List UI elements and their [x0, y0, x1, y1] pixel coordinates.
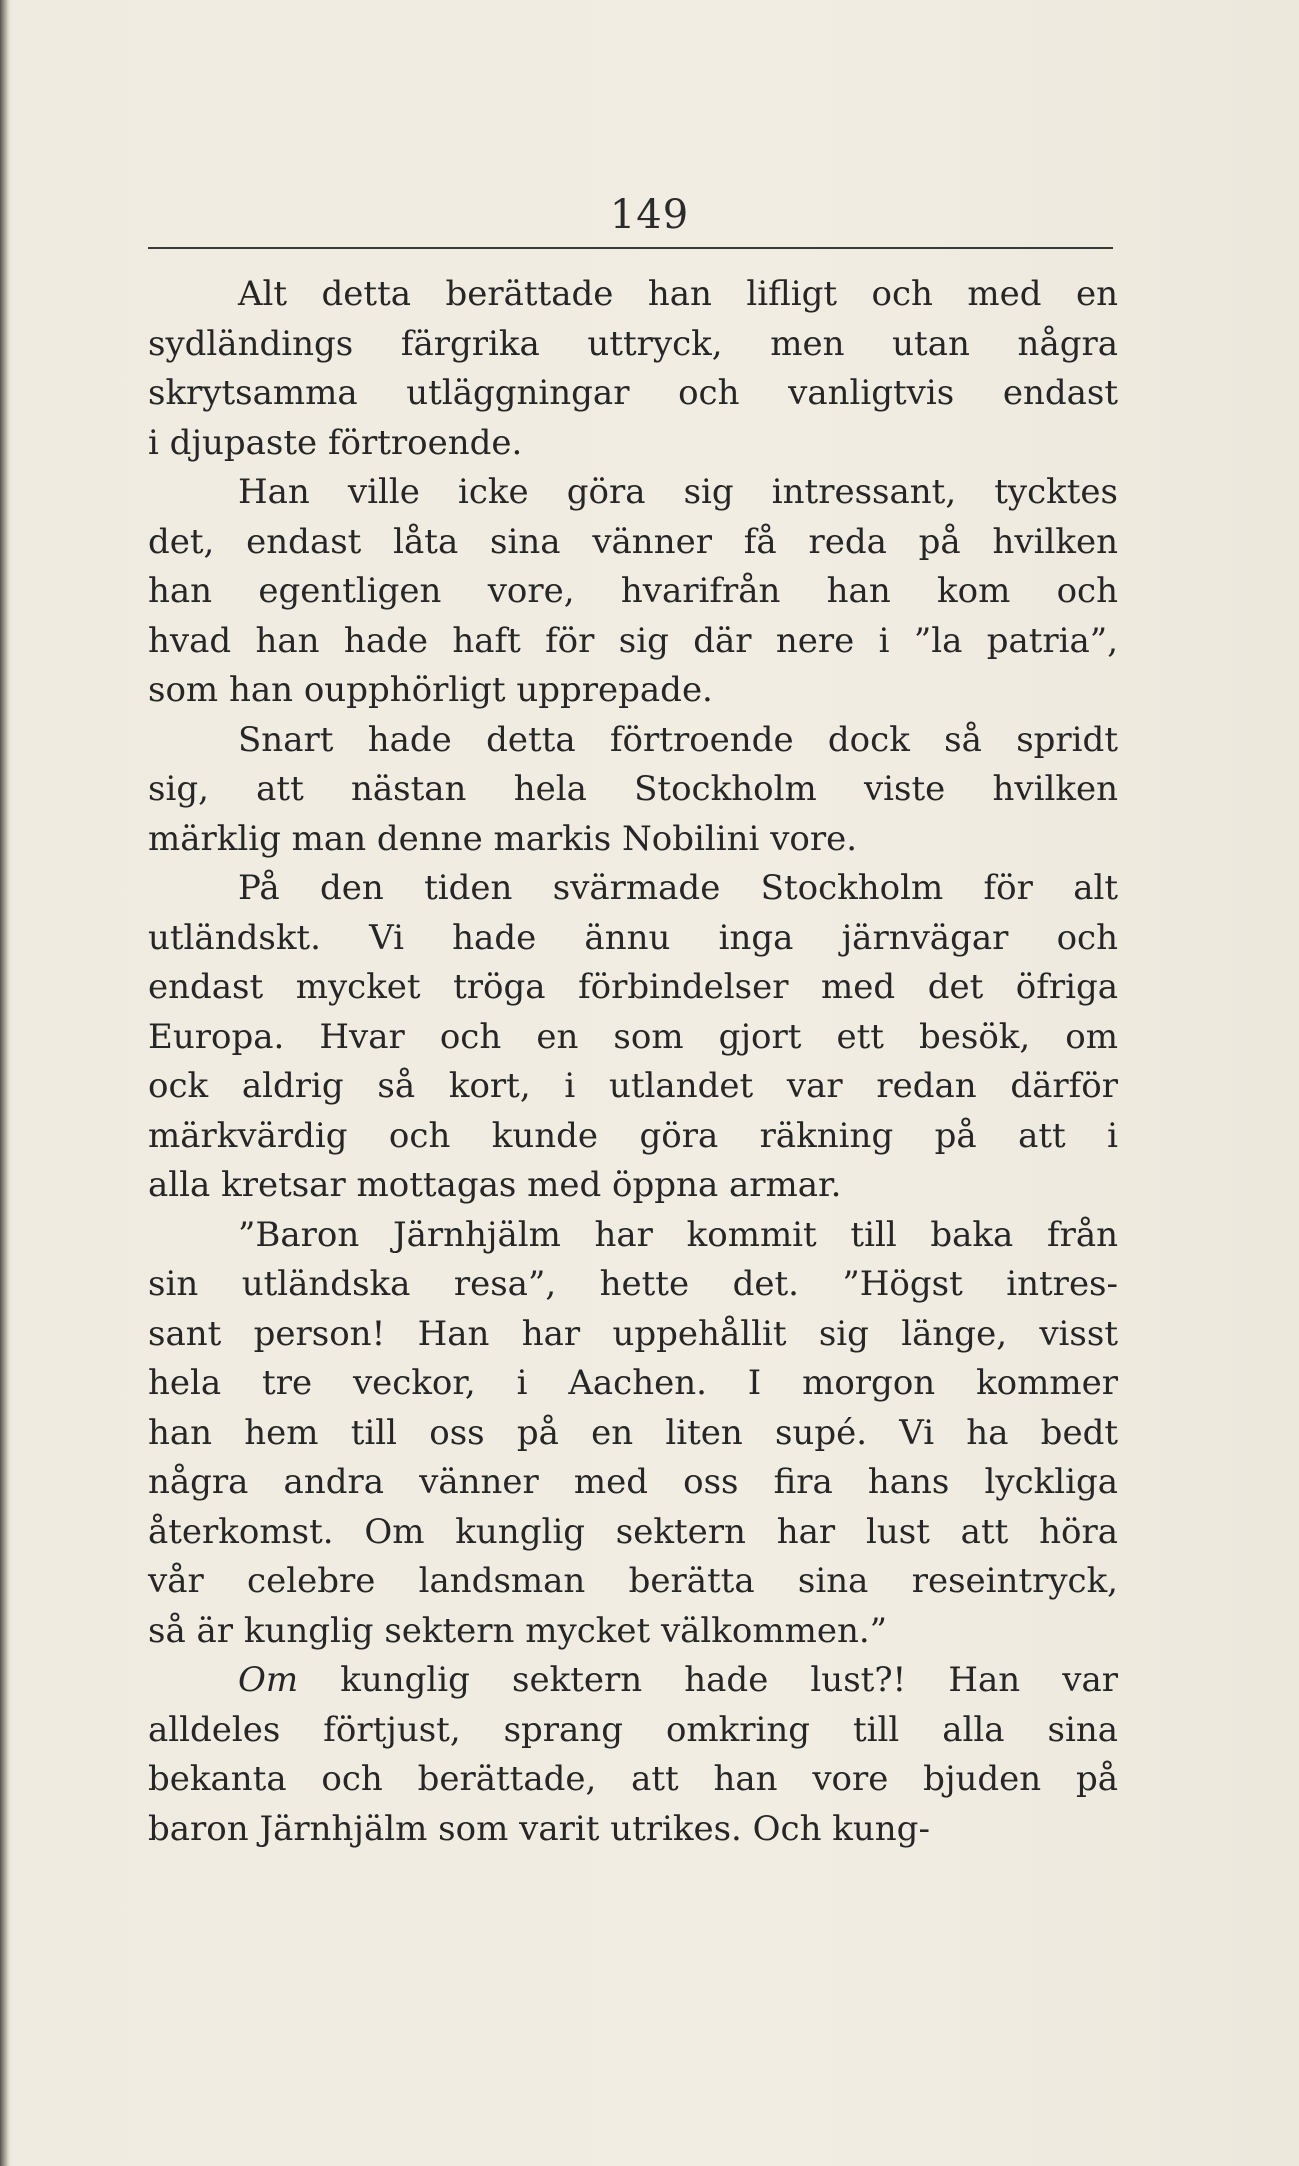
- text-line: [148, 1310, 1118, 1360]
- page-number: 149: [609, 192, 690, 238]
- text-line-content: utländskt. Vi hade ännu inga järnvägar och: [148, 917, 1118, 958]
- text-line-content: alla kretsar mottagas med öppna armar.: [148, 1165, 842, 1205]
- text-line: [148, 1656, 1118, 1706]
- text-line-content: baron Järnhjälm som varit utrikes. Och kung-: [148, 1808, 930, 1849]
- text-line-content: ”Baron Järnhjälm har kommit till baka från: [238, 1214, 1118, 1255]
- text-line-content: hela tre veckor, i Aachen. I morgon kommer: [148, 1363, 1118, 1403]
- text-line: [148, 1755, 1118, 1805]
- text-line: [148, 419, 1118, 469]
- text-line-content: sydländings färgrika uttryck, men utan några: [148, 323, 1118, 364]
- text-line: [148, 1805, 1118, 1855]
- text-line: [148, 567, 1118, 617]
- text-line-content: sin utländska resa”, hette det. ”Högst intres-: [148, 1264, 1118, 1304]
- text-line: [148, 864, 1118, 914]
- text-line: [148, 617, 1118, 667]
- text-line-content: hvad han hade haft för sig där nere i ”la patria”,: [148, 620, 1118, 661]
- text-line-content: så är kunglig sektern mycket välkommen.”: [148, 1610, 888, 1651]
- page-gutter-shadow: [0, 0, 10, 2166]
- text-line: [148, 1557, 1118, 1607]
- text-line-content: skrytsamma utläggningar och vanligtvis endast: [148, 373, 1118, 413]
- text-line: [148, 1706, 1118, 1756]
- text-line: [148, 1062, 1118, 1112]
- text-line: [148, 1161, 1118, 1211]
- body-text: [148, 270, 1118, 1854]
- text-line: [148, 1508, 1118, 1558]
- text-line-content: han egentligen vore, hvarifrån han kom och: [148, 571, 1118, 611]
- text-line: [148, 716, 1118, 766]
- text-line: [148, 1013, 1118, 1063]
- text-line-content: Alt detta berättade han lifligt och med en: [238, 274, 1118, 314]
- text-line: [148, 468, 1118, 518]
- text-line-content: han hem till oss på en liten supé. Vi ha bedt: [148, 1412, 1118, 1453]
- text-line: [148, 666, 1118, 716]
- text-line: [148, 1211, 1118, 1261]
- text-line: [148, 1260, 1118, 1310]
- text-line: [148, 765, 1118, 815]
- text-line: [148, 1607, 1118, 1657]
- text-line-content: sant person! Han har uppehållit sig länge, visst: [148, 1313, 1118, 1354]
- text-line-content: Snart hade detta förtroende dock så spridt: [238, 719, 1118, 760]
- text-line-content: återkomst. Om kunglig sektern har lust att höra: [148, 1511, 1118, 1552]
- text-line-content: några andra vänner med oss fira hans lyckliga: [148, 1462, 1118, 1502]
- text-line-content: Han ville icke göra sig intressant, tycktes: [238, 472, 1118, 512]
- text-line-content: det, endast låta sina vänner få reda på hvilken: [148, 521, 1118, 562]
- text-line-content: sig, att nästan hela Stockholm viste hvilken: [148, 769, 1118, 809]
- text-line-content: i djupaste förtroende.: [148, 422, 523, 463]
- text-line: [148, 815, 1118, 865]
- text-line-content: På den tiden svärmade Stockholm för alt: [238, 868, 1118, 908]
- text-line: [148, 369, 1118, 419]
- text-line-content: märklig man denne markis Nobilini vore.: [148, 818, 858, 859]
- text-line-content: ock aldrig så kort, i utlandet var redan därför: [148, 1066, 1118, 1106]
- text-line-content: kunglig sektern hade lust?! Han var: [298, 1660, 1118, 1700]
- text-line: [148, 1112, 1118, 1162]
- text-line-content: Europa. Hvar och en som gjort ett besök, om: [148, 1016, 1118, 1057]
- text-line-content: märkvärdig och kunde göra räkning på att i: [148, 1115, 1118, 1156]
- text-line-content: som han oupphörligt upprepade.: [148, 670, 713, 710]
- italic-word: Om: [238, 1660, 299, 1700]
- text-line: [148, 1409, 1118, 1459]
- text-line: [148, 1359, 1118, 1409]
- text-line: [148, 1458, 1118, 1508]
- text-line-content: alldeles förtjust, sprang omkring till alla sina: [148, 1709, 1118, 1750]
- header-rule: [148, 247, 1113, 249]
- text-line: [148, 270, 1118, 320]
- text-line: [148, 320, 1118, 370]
- text-line: [148, 963, 1118, 1013]
- text-line-content: endast mycket tröga förbindelser med det öfriga: [148, 967, 1118, 1007]
- text-line-content: bekanta och berättade, att han vore bjuden på: [148, 1759, 1118, 1799]
- text-line-content: vår celebre landsman berätta sina reseintryck,: [148, 1561, 1118, 1601]
- text-line: [148, 518, 1118, 568]
- text-line: [148, 914, 1118, 964]
